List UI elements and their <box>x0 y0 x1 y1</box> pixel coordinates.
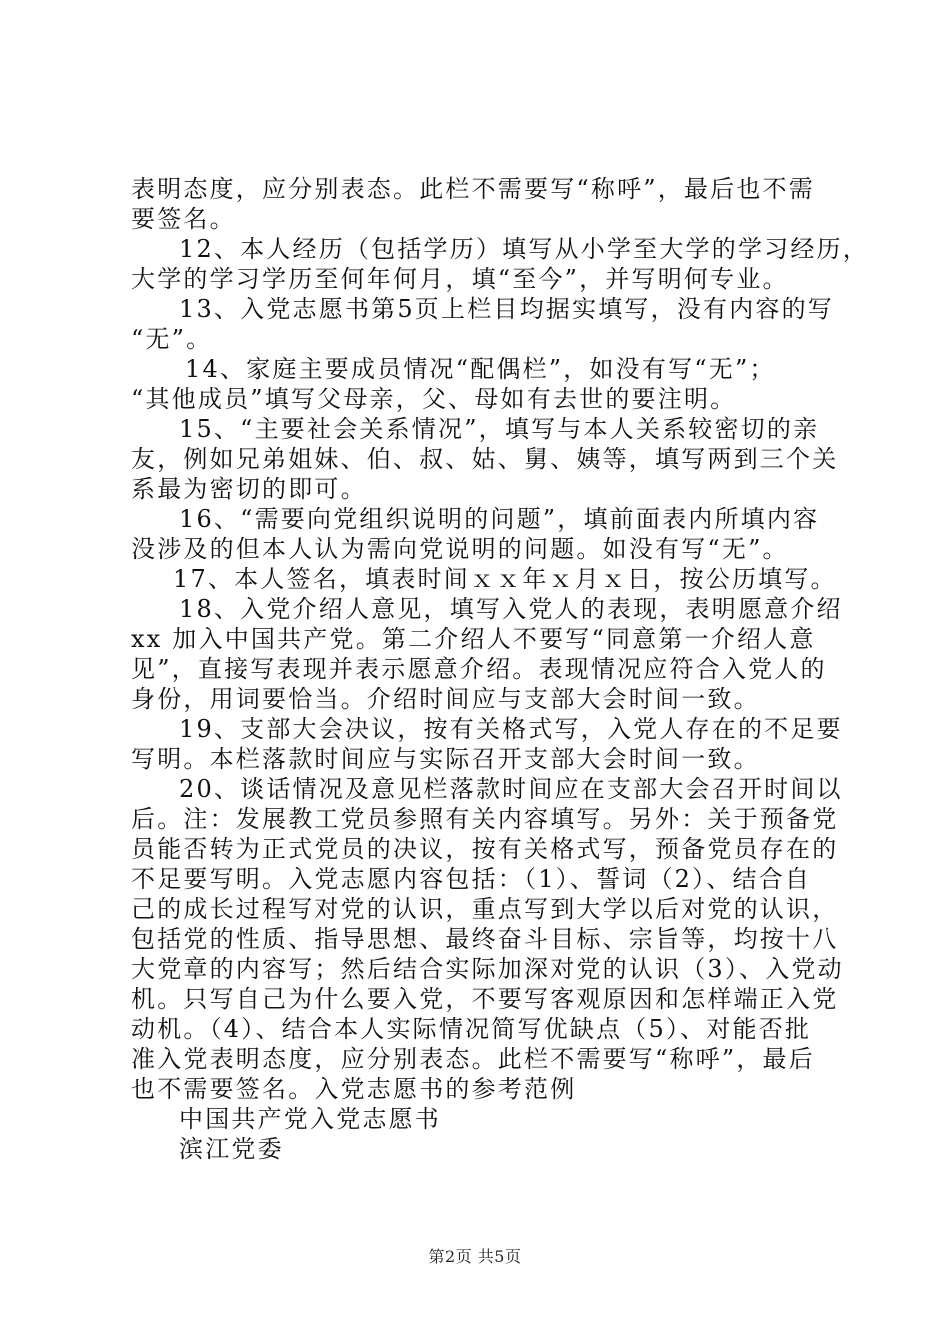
document-body <box>131 174 869 1164</box>
page-number-footer: 第2页 共5页 <box>428 1247 522 1266</box>
text-line: 机。只写自己为什么要入党，不要写客观原因和怎样端正入党 <box>131 985 839 1013</box>
text-line: 滨江党委 <box>179 1135 284 1163</box>
text-line: 友，例如兄弟姐妹、伯、叔、姑、舅、姨等，填写两到三个关 <box>131 445 839 473</box>
text-line: 20、谈话情况及意见栏落款时间应在支部大会召开时间以 <box>179 775 843 803</box>
text-line: 见”，直接写表现并表示愿意介绍。表现情况应符合入党人的 <box>131 655 827 683</box>
text-line: “其他成员”填写父母亲，父、母如有去世的要注明。 <box>131 385 737 413</box>
text-line: 己的成长过程写对党的认识，重点写到大学以后对党的认识， <box>131 895 839 923</box>
text-line: 15、“主要社会关系情况”，填写与本人关系较密切的亲 <box>179 415 820 443</box>
text-line: 16、“需要向党组织说明的问题”，填前面表内所填内容 <box>179 505 820 533</box>
text-line: 员能否转为正式党员的决议，按有关格式写，预备党员存在的 <box>131 835 839 863</box>
text-line: 大学的学习学历至何年何月，填“至今”，并写明何专业。 <box>131 265 789 293</box>
text-line: 也不需要签名。入党志愿书的参考范例 <box>131 1075 577 1103</box>
text-line: 14、家庭主要成员情况“配偶栏”，如没有写“无”； <box>185 355 776 383</box>
text-line: 19、支部大会决议，按有关格式写，入党人存在的不足要 <box>179 715 843 743</box>
text-line: 动机。（4）、结合本人实际情况简写优缺点（5）、对能否批 <box>131 1015 812 1043</box>
text-line: 要签名。 <box>131 205 236 233</box>
text-line: xx 加入中国共产党。第二介绍人不要写“同意第一介绍人意 <box>131 625 816 653</box>
text-line: 中国共产党入党志愿书 <box>179 1105 441 1133</box>
text-line: 13、入党志愿书第5页上栏目均据实填写，没有内容的写 <box>179 295 835 323</box>
text-line: 准入党表明态度，应分别表态。此栏不需要写“称呼”，最后 <box>131 1045 815 1073</box>
text-line: “无”。 <box>131 325 213 353</box>
text-line: 表明态度，应分别表态。此栏不需要写“称呼”，最后也不需 <box>131 175 815 203</box>
text-line: 12、本人经历（包括学历）填写从小学至大学的学习经历， <box>179 235 869 263</box>
text-line: 18、入党介绍人意见，填写入党人的表现，表明愿意介绍 <box>179 595 843 623</box>
text-line: 写明。本栏落款时间应与实际召开支部大会时间一致。 <box>131 745 760 773</box>
text-line: 没涉及的但本人认为需向党说明的问题。如没有写“无”。 <box>131 535 789 563</box>
text-line: 身份，用词要恰当。介绍时间应与支部大会时间一致。 <box>131 685 760 713</box>
text-line: 大党章的内容写；然后结合实际加深对党的认识（3）、入党动 <box>131 955 844 983</box>
text-line: 后。注：发展教工党员参照有关内容填写。另外：关于预备党 <box>131 805 839 833</box>
text-line: 17、本人签名，填表时间ｘｘ年ｘ月ｘ日，按公历填写。 <box>173 565 837 593</box>
text-line: 包括党的性质、指导思想、最终奋斗目标、宗旨等，均按十八 <box>131 925 839 953</box>
text-line: 不足要写明。入党志愿内容包括：（1）、誓词（2）、结合自 <box>131 865 812 893</box>
text-line: 系最为密切的即可。 <box>131 475 367 503</box>
